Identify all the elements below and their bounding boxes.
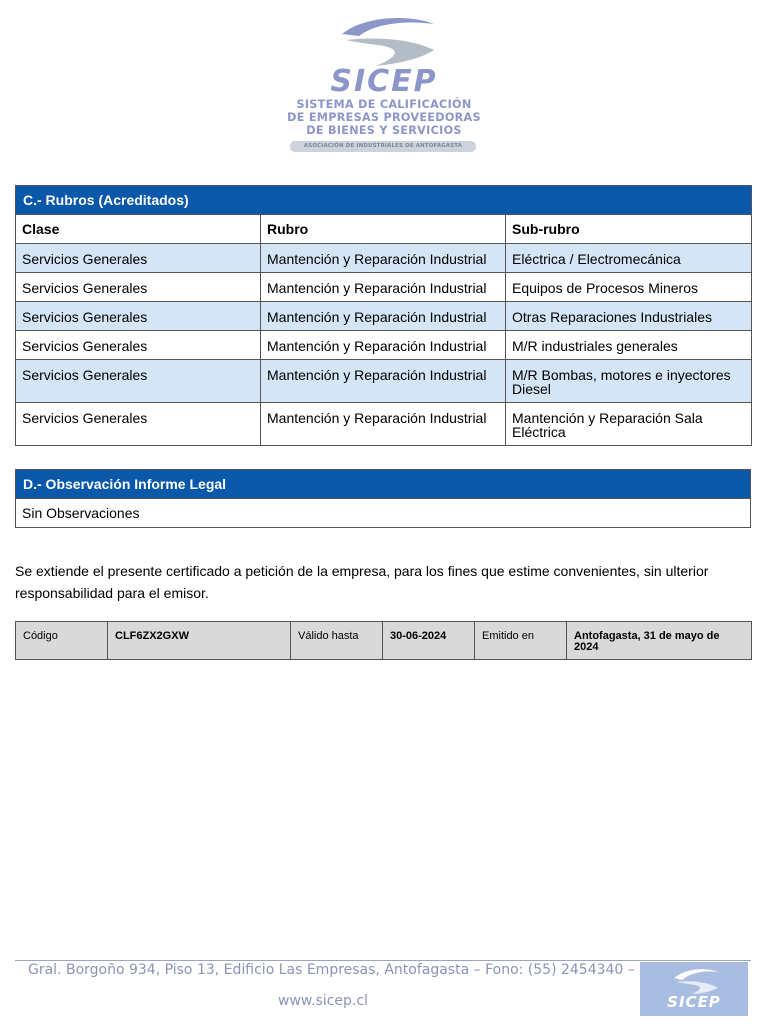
logo-line-3: DE BIENES Y SERVICIOS — [306, 124, 462, 137]
logo-line-1: SISTEMA DE CALIFICACIÓN — [296, 98, 472, 111]
swoosh-icon — [284, 14, 484, 94]
table-row — [16, 302, 752, 331]
footer-website: www.sicep.cl — [278, 993, 368, 1009]
table-row — [16, 331, 752, 360]
rubros-table — [15, 185, 752, 446]
footer-address: Gral. Borgoño 934, Piso 13, Edificio Las Empresas, Antofagasta – Fono: (55) 2454340 – — [28, 962, 635, 978]
cell-rubro: Mantención y Reparación Industrial — [261, 302, 506, 331]
observacion-text: Sin Observaciones — [16, 499, 751, 528]
footer-swoosh-icon — [640, 962, 748, 996]
cell-clase: Servicios Generales — [16, 403, 261, 446]
table-row — [16, 360, 752, 403]
emitido-value: Antofagasta, 31 de mayo de 2024 — [567, 622, 752, 660]
cell-rubro: Mantención y Reparación Industrial — [261, 360, 506, 403]
cell-clase: Servicios Generales — [16, 244, 261, 273]
cell-subrubro: Eléctrica / Electromecánica — [506, 244, 752, 273]
logo-line-2: DE EMPRESAS PROVEEDORAS — [287, 111, 481, 124]
certificate-code-table — [15, 621, 752, 660]
col-header-clase: Clase — [16, 215, 261, 244]
table-row — [16, 403, 752, 446]
cell-rubro: Mantención y Reparación Industrial — [261, 273, 506, 302]
cell-subrubro: Otras Reparaciones Industriales — [506, 302, 752, 331]
cell-subrubro: Equipos de Procesos Mineros — [506, 273, 752, 302]
cell-clase: Servicios Generales — [16, 302, 261, 331]
footer-divider — [15, 960, 751, 961]
col-header-subrubro: Sub-rubro — [506, 215, 752, 244]
footer-logo-text: SICEP — [667, 993, 721, 1011]
certificate-text: Se extiende el presente certificado a petición de la empresa, para los fines que estime convenientes, sin ulterior responsabilidad para el emisor. — [15, 563, 709, 601]
cell-rubro: Mantención y Reparación Industrial — [261, 244, 506, 273]
valido-value: 30-06-2024 — [383, 622, 475, 660]
table-row — [16, 273, 752, 302]
cell-subrubro: Mantención y Reparación Sala Eléctrica — [506, 403, 752, 446]
col-header-rubro: Rubro — [261, 215, 506, 244]
cell-rubro: Mantención y Reparación Industrial — [261, 403, 506, 446]
cell-subrubro: M/R Bombas, motores e inyectores Diesel — [506, 360, 752, 403]
codigo-value: CLF6ZX2GXW — [108, 622, 291, 660]
cell-subrubro: M/R industriales generales — [506, 331, 752, 360]
cell-clase: Servicios Generales — [16, 360, 261, 403]
footer-logo — [640, 962, 748, 1016]
cell-clase: Servicios Generales — [16, 331, 261, 360]
observacion-table — [15, 469, 751, 528]
cell-rubro: Mantención y Reparación Industrial — [261, 331, 506, 360]
logo-tagline: ASOCIACIÓN DE INDUSTRIALES DE ANTOFAGASTA — [290, 141, 476, 152]
section-c-title: C.- Rubros (Acreditados) — [16, 186, 752, 215]
cell-clase: Servicios Generales — [16, 273, 261, 302]
section-d-title: D.- Observación Informe Legal — [16, 470, 751, 499]
table-row — [16, 244, 752, 273]
emitido-label: Emitido en — [475, 622, 567, 660]
sicep-logo — [284, 14, 484, 154]
wordmark: SICEP — [330, 64, 438, 94]
codigo-label: Código — [16, 622, 108, 660]
valido-label: Válido hasta — [291, 622, 383, 660]
